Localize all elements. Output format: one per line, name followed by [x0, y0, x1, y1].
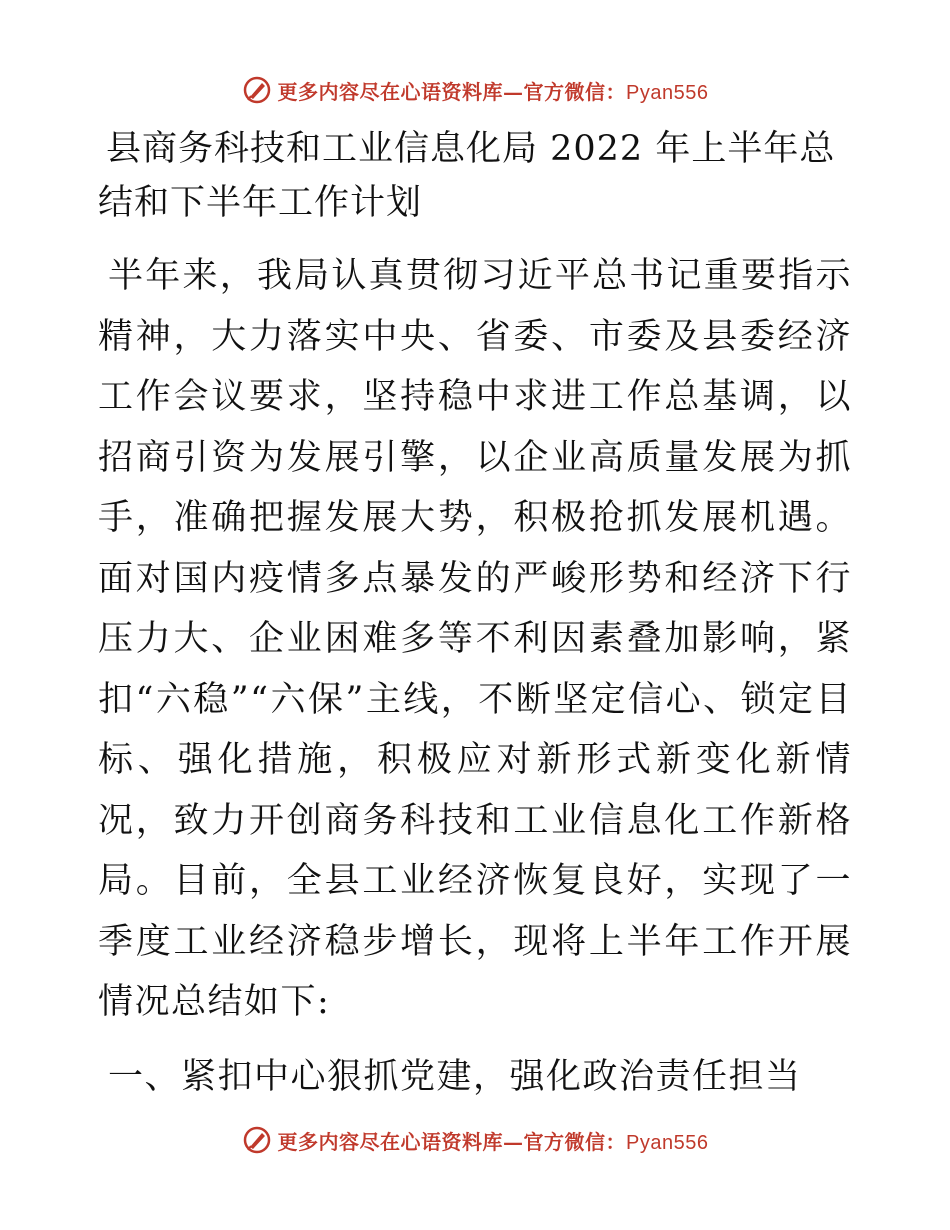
- quill-logo-icon: [242, 75, 272, 105]
- watermark-footer: [0, 1120, 950, 1160]
- watermark-text: 更多内容尽在心语资料库—官方微信：Pyan556: [277, 1129, 709, 1154]
- intro-paragraph: 半年来，我局认真贯彻习近平总书记重要指示精神，大力落实中央、省委、市委及县委经济工作会议要求，坚持稳中求进工作总基调，以招商引资为发展引擎，以企业高质量发展为抓手，准确把握发展大势，积极抢抓发展机遇。面对国内疫情多点暴发的严峻形势和经济下行压力大、企业困难多等不利因素叠加影响，紧扣“六稳”“六保”主线，不断坚定信心、锁定目标、强化措施，积极应对新形式新变化新情况，致力开创商务科技和工业信息化工作新格局。目前，全县工业经济恢复良好，实现了一季度工业经济稳步增长，现将上半年工作开展情况总结如下:: [98, 256, 852, 1022]
- document-body: [98, 122, 852, 1107]
- quill-logo-icon: [242, 1125, 272, 1155]
- watermark-account: Pyan556: [626, 1131, 709, 1154]
- watermark-text: 更多内容尽在心语资料库—官方微信：Pyan556: [277, 79, 709, 104]
- watermark-account: Pyan556: [626, 81, 709, 104]
- watermark-header: [0, 70, 950, 110]
- document-title: 县商务科技和工业信息化局 2022 年上半年总结和下半年工作计划: [98, 129, 836, 223]
- section-heading: 一、紧扣中心狠抓党建，强化政治责任担当: [108, 1056, 802, 1097]
